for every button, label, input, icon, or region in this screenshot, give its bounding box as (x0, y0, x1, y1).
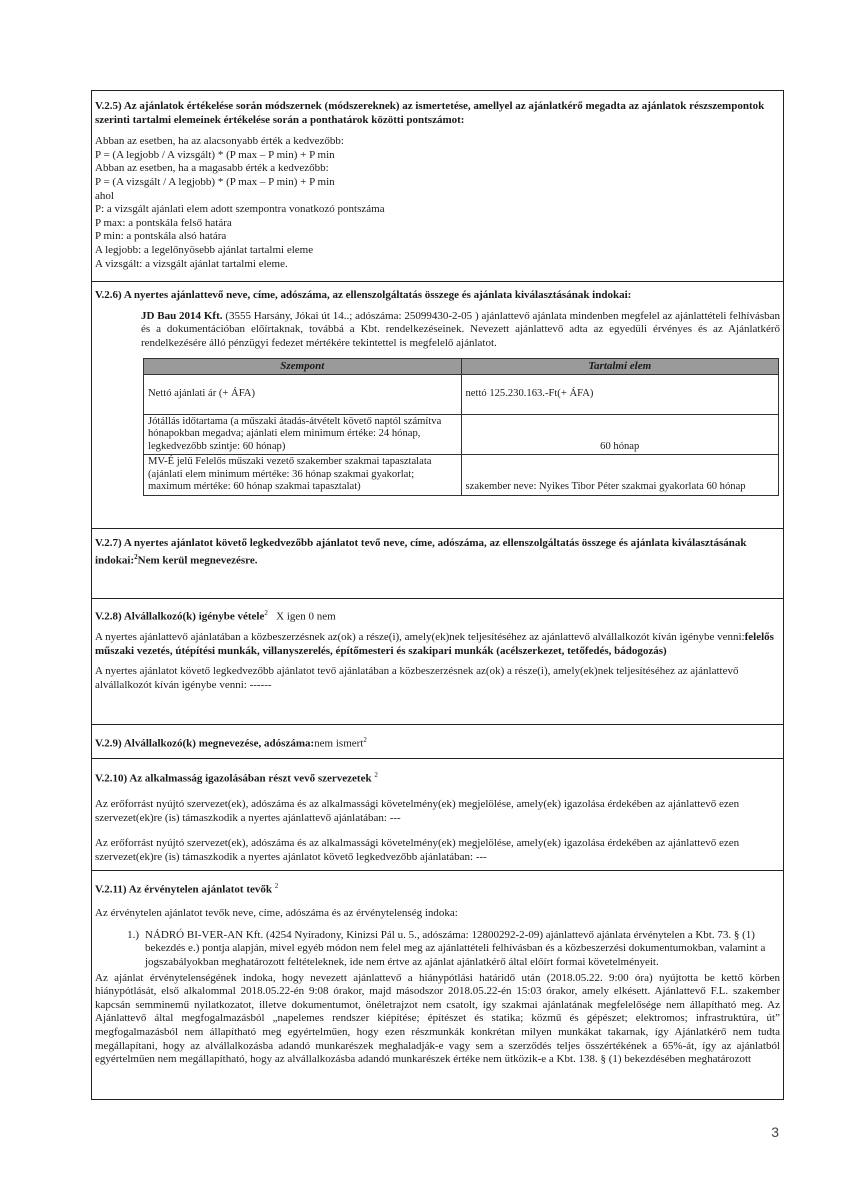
list-number: 1.) (127, 928, 139, 941)
table-cell: nettó 125.230.163.-Ft(+ ÁFA) (461, 374, 779, 414)
winner-text: (3555 Harsány, Jókai út 14..; adószáma: 25099430-2-05 ) ajánlattevő ajánlata mindenben megfelel az ajánlattételi felhívásban és a dokumentációban előírtaknak, továbbá a Kbt. rendelkezéseinek. Nevezett ajánlattevő adta az egyedüli érvényes és az Ajánlatkérő rendelkezésére álló pénzügyi fedezet mértékére tekintettel is megfelelő ajánlatot. (141, 309, 780, 349)
footnote-ref: 2 (374, 771, 378, 779)
evaluation-table (143, 358, 779, 496)
table-header: Tartalmi elem (461, 359, 779, 375)
list-item (95, 929, 780, 970)
section-text: nem ismert (314, 737, 364, 750)
section-v-2-11 (92, 871, 783, 1099)
section-title: V.2.6) A nyertes ajánlattevő neve, címe, adószáma, az ellenszolgáltatás összege és ajánlata kiválasztásának indokai: (95, 289, 632, 301)
text-line: Abban az esetben, ha az alacsonyabb érték a kedvezőbb: (95, 135, 344, 148)
table-cell: 60 hónap (461, 414, 779, 455)
text-line: P min: a pontskála alsó határa (95, 230, 227, 243)
invalid-intro: Az érvénytelen ajánlatot tevők neve, címe, adószáma és az érvénytelenség indoka: (95, 907, 458, 920)
section-title-text: V.2.8) Alvállalkozó(k) igénybe vétele (95, 610, 265, 623)
section-title (95, 734, 780, 751)
table-cell: szakember neve: Nyikes Tibor Péter szakmai gyakorlata 60 hónap (461, 455, 779, 496)
resource-paragraph: Az erőforrást nyújtó szervezet(ek), adószáma és az alkalmassági követelmény(ek) megjelölése, amely(ek) igazolása érdekében az ajánlattevő ezen szervezet(ek)re (is) támaszkodik a nyertes ajánlatot követő legkedvezőbb ajánlatában: --- (95, 837, 740, 864)
section-v-2-8 (92, 599, 783, 725)
section-title (95, 607, 780, 624)
subcontractor-paragraph (95, 631, 780, 658)
list-item-text: NÁDRÓ BI-VER-AN Kft. (4254 Nyíradony, Kinizsi Pál u. 5., adószáma: 12800292-2-09) ajánlattevő ajánlata érvénytelen a Kbt. 73. § (1) bekezdés e.) pontja alapján, mivel egyéb módon nem felel meg az ajánlattételi felhívásban és a közbeszerzési dokumentumokban, valamint a jogszabályokban meghatározott feltételeknek, ide nem értve az ajánlat ajánlatkérő által előírt formai követelményeit. (145, 928, 766, 969)
section-v-2-10 (92, 759, 783, 871)
page-number: 3 (771, 1124, 779, 1140)
footnote-ref: 2 (274, 882, 279, 890)
subcontracted-works: felelős műszaki vezetés, útépítési munkák, villanyszerelés, építőmesteri és szakipari munkák (acélszerkezet, tetőfedés, bádogozás) (95, 631, 774, 657)
document-frame (91, 90, 784, 1100)
footnote-ref: 2 (264, 609, 268, 617)
footnote-ref: 2 (363, 736, 367, 744)
table-cell: Jótállás időtartama (a műszaki átadás-átvételt követő naptól számítva hónapokban megadva; ajánlati elem minimum értéke: 24 hónap, legkedvezőbb szintje: 60 hónap) (144, 414, 462, 455)
section-v-2-9 (92, 725, 783, 759)
section-title-text: V.2.7) A nyertes ajánlatot követő legkedvezőbb ajánlatot tevő neve, címe, adószáma, az ellenszolgáltatás összege és ajánlata kiválasztásának indokai: (95, 537, 747, 567)
winner-name: JD Bau 2014 Kft. (141, 309, 223, 322)
section-v-2-7 (92, 529, 783, 599)
text-line: A legjobb: a legelőnyösebb ajánlat tartalmi eleme (95, 243, 314, 256)
text-line: ahol (95, 189, 114, 202)
text-line: A vizsgált: a vizsgált ajánlat tartalmi eleme. (95, 257, 288, 270)
section-title (95, 537, 780, 568)
section-title: V.2.5) Az ajánlatok értékelése során módszernek (módszereknek) az ismertetése, amellyel az ajánlatkérő megadta az ajánlatok részszempontok szerinti tartalmi elemeinek értékelése során a ponthatárok közötti pontszámot: (95, 100, 765, 126)
section-v-2-5 (92, 91, 783, 282)
resource-paragraph: Az erőforrást nyújtó szervezet(ek), adószáma és az alkalmassági követelmény(ek) megjelölése, amely(ek) igazolása érdekében az ajánlattevő ezen szervezet(ek)re (is) támaszkodik a nyertes ajánlattevő ajánlatában: --- (95, 798, 740, 824)
table-header: Szempont (144, 359, 462, 375)
table-cell: Nettó ajánlati ár (+ ÁFA) (144, 374, 462, 414)
section-title-text: V.2.10) Az alkalmasság igazolásában részt vevő szervezetek (95, 772, 372, 785)
section-title (95, 769, 780, 786)
formula-line: P = (A vizsgált / A legjobb) * (P max – P min) + P min (95, 175, 335, 188)
paragraph-text: A nyertes ajánlattevő ajánlatában a közbeszerzésnek az(ok) a része(i), amely(ek)nek teljesítéséhez az ajánlattevő alvállalkozót kíván igénybe venni: (95, 631, 745, 644)
invalidity-reason: Az ajánlat érvénytelenségének indoka, hogy nevezett ajánlattevő a hiánypótlási határidő után (2018.05.22. 9:00 óra) nyújtotta be kettő körben hiánypótlását, első alkalommal 2018.05.22-én 9:08 órakor, majd másodszor 2018.05.22-én 15:03 órakor, amely elkésett. Ajánlattevő F.L. szakember kapcsán semminemű nyilatkozatot, illetve dokumentumot, önéletrajzot nem csatolt, így szakmai ajánlatának megfelelősége nem állapítható meg. Az Ajánlattevő által megfogalmazásból „napelemes rendszer kiépítése; építészet és statika; közmű és gépészet; elektromos; infrastruktúra, út” megfogalmazásból nem állapítható meg egyértelműen, hogy ezen részmunkák konkrétan milyen munkákat takarnak, így Ajánlatkérő nem tudta megállapítani, hogy az alvállalkozásba adandó munkarészek meghaladják-e vagy sem a szerződés teljes összértékének a 65%-át, így az ajánlatból egyértelműen nem megállapítható, hogy az alvállalkozásba adandó munkarészek értéke nem ütközik-e a Kbt. 138. § (1) bekezdésében meghatározott (95, 971, 780, 1066)
table-cell: MV-É jelű Felelős műszaki vezető szakember szakmai tapasztalata (ajánlati elem minimum mértéke: 36 hónap szakmai gyakorlat; maximum mértéke: 60 hónap szakmai tapasztalat) (144, 455, 462, 496)
table-row (144, 455, 779, 496)
text-line: P max: a pontskála felső határa (95, 216, 232, 229)
section-title (95, 880, 780, 897)
section-text: Nem kerül megnevezésre. (137, 554, 258, 567)
subcontractor-paragraph-2: A nyertes ajánlatot követő legkedvezőbb ajánlatot tevő ajánlatában a közbeszerzésnek az(ok) a része(i), amely(ek)nek teljesítéséhez az ajánlattevő alvállalkozót kíván igénybe venni: ------ (95, 665, 739, 692)
table-row (144, 414, 779, 455)
footnote-ref: 2 (134, 552, 138, 561)
text-line: Abban az esetben, ha a magasabb érték a kedvezőbb: (95, 162, 329, 175)
table-row (144, 374, 779, 414)
subcontractor-options: X igen 0 nem (276, 610, 336, 623)
formula-line: P = (A legjobb / A vizsgált) * (P max – P min) + P min (95, 148, 335, 161)
section-v-2-6 (92, 282, 783, 529)
section-title-text: V.2.9) Alvállalkozó(k) megnevezése, adószáma: (95, 737, 315, 750)
winner-paragraph (95, 310, 780, 351)
section-title-text: V.2.11) Az érvénytelen ajánlatot tevők (95, 883, 272, 896)
table-header-row (144, 359, 779, 375)
text-line: P: a vizsgált ajánlati elem adott szempontra vonatkozó pontszáma (95, 203, 385, 216)
